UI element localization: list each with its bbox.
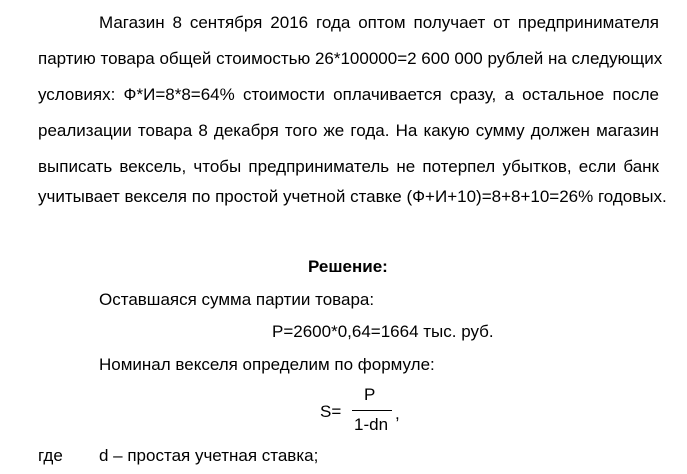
problem-line-6: учитывает векселя по простой учетной ставке (Ф+И+10)=8+8+10=26% годовых. xyxy=(38,187,667,206)
problem-line-5: выписать вексель, чтобы предприниматель не потерпел убытков, если банк xyxy=(38,157,659,176)
formula-lhs: S= xyxy=(320,402,342,421)
problem-line-1: Магазин 8 сентября 2016 года оптом получает от предпринимателя xyxy=(99,13,659,32)
problem-line-3: условиях: Ф*И=8*8=64% стоимости оплачивается сразу, а остальное после xyxy=(38,85,659,104)
problem-line-4: реализации товара 8 декабря того же года. На какую сумму должен магазин xyxy=(38,121,659,140)
where-word: где xyxy=(38,446,63,465)
remaining-label: Оставшаяся сумма партии товара: xyxy=(99,290,375,309)
where-definition: d – простая учетная ставка; xyxy=(99,446,319,465)
fraction-bar xyxy=(352,410,392,411)
solution-heading: Решение: xyxy=(308,257,388,276)
formula-comma: , xyxy=(395,404,400,423)
problem-line-2: партию товара общей стоимостью 26*100000=2 600 000 рублей на следующих xyxy=(38,49,663,68)
formula-denominator: 1-dn xyxy=(354,415,389,434)
formula-numerator: P xyxy=(364,385,376,404)
remaining-formula: P=2600*0,64=1664 тыс. руб. xyxy=(272,322,494,341)
nominal-label: Номинал векселя определим по формуле: xyxy=(99,355,435,374)
